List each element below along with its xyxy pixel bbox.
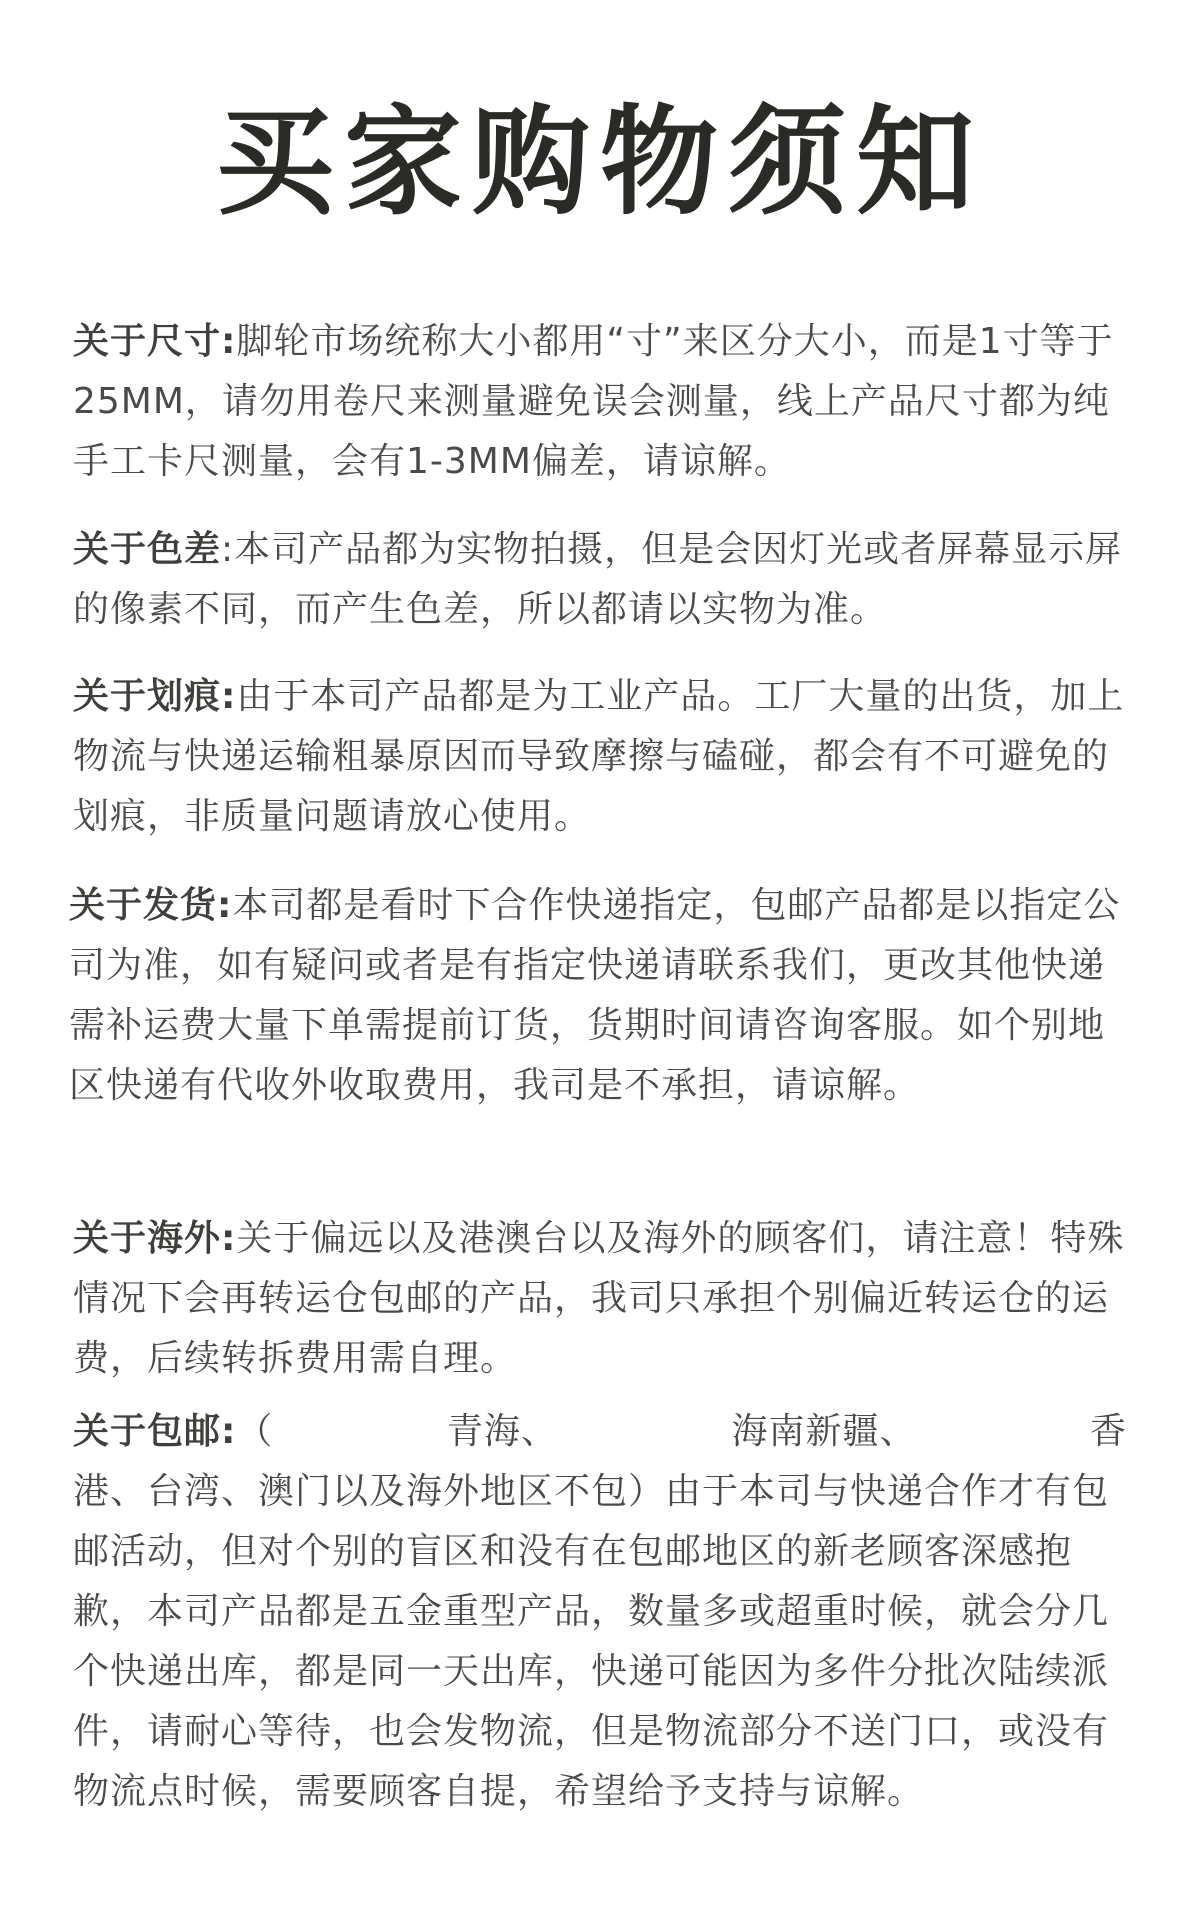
section-color-text: :本司产品都为实物拍摄，但是会因灯光或者屏幕显示屏的像素不同，而产生色差，所以都请以实物为准。 xyxy=(73,529,1123,630)
free-shipping-region-qinghai: 青海、 xyxy=(446,1411,558,1452)
section-scratches xyxy=(73,667,1127,847)
section-free-label: 关于包邮: xyxy=(73,1411,237,1452)
section-overseas xyxy=(73,1209,1127,1389)
page-title: 买家购物须知 xyxy=(215,93,984,231)
free-shipping-paren: （ xyxy=(236,1411,274,1452)
section-color-label: 关于色差 xyxy=(73,529,222,570)
section-scratch-text: 由于本司产品都是为工业产品。工厂大量的出货，加上物流与快递运输粗暴原因而导致摩擦与磕碰，都会有不可避免的划痕，非质量问题请放心使用。 xyxy=(73,676,1125,837)
section-size xyxy=(73,312,1127,492)
section-size-label: 关于尺寸: xyxy=(73,321,237,362)
section-size-text: 脚轮市场统称大小都用“寸”来区分大小，而是1寸等于25MM，请勿用卷尺来测量避免误会测量，线上产品尺寸都为纯手工卡尺测量，会有1-3MM偏差，请谅解。 xyxy=(73,321,1114,482)
section-color-difference xyxy=(73,520,1127,640)
section-overseas-text: 关于偏远以及港澳台以及海外的顾客们，请注意！特殊情况下会再转运仓包邮的产品，我司只承担个别偏近转运仓的运费，后续转拆费用需自理。 xyxy=(73,1218,1125,1379)
free-shipping-label-group xyxy=(73,1402,273,1462)
section-shipping-label: 关于发货: xyxy=(69,885,233,926)
section-scratch-label: 关于划痕: xyxy=(73,676,237,717)
free-shipping-region-hainan-xinjiang: 海南新疆、 xyxy=(731,1411,917,1452)
section-shipping-text: 本司都是看时下合作快递指定，包邮产品都是以指定公司为准，如有疑问或者是有指定快递请联系我们，更改其他快递需补运费大量下单需提前订货，货期时间请咨询客服。如个别地区快递有代收外收取费用，我司是不承担，请谅解。 xyxy=(69,885,1121,1106)
free-shipping-first-line xyxy=(73,1402,1127,1462)
section-free-shipping xyxy=(73,1402,1127,1822)
free-shipping-region-hong: 香 xyxy=(1089,1411,1127,1452)
section-shipping xyxy=(69,876,1123,1116)
section-overseas-label: 关于海外: xyxy=(73,1218,237,1259)
section-free-text: 港、台湾、澳门以及海外地区不包）由于本司与快递合作才有包邮活动，但对个别的盲区和没有在包邮地区的新老顾客深感抱歉，本司产品都是五金重型产品，数量多或超重时候，就会分几个快递出库，都是同一天出库，快递可能因为多件分批次陆续派件，请耐心等待，也会发物流，但是物流部分不送门口，或没有物流点时候，需要顾客自提，希望给予支持与谅解。 xyxy=(73,1471,1110,1812)
